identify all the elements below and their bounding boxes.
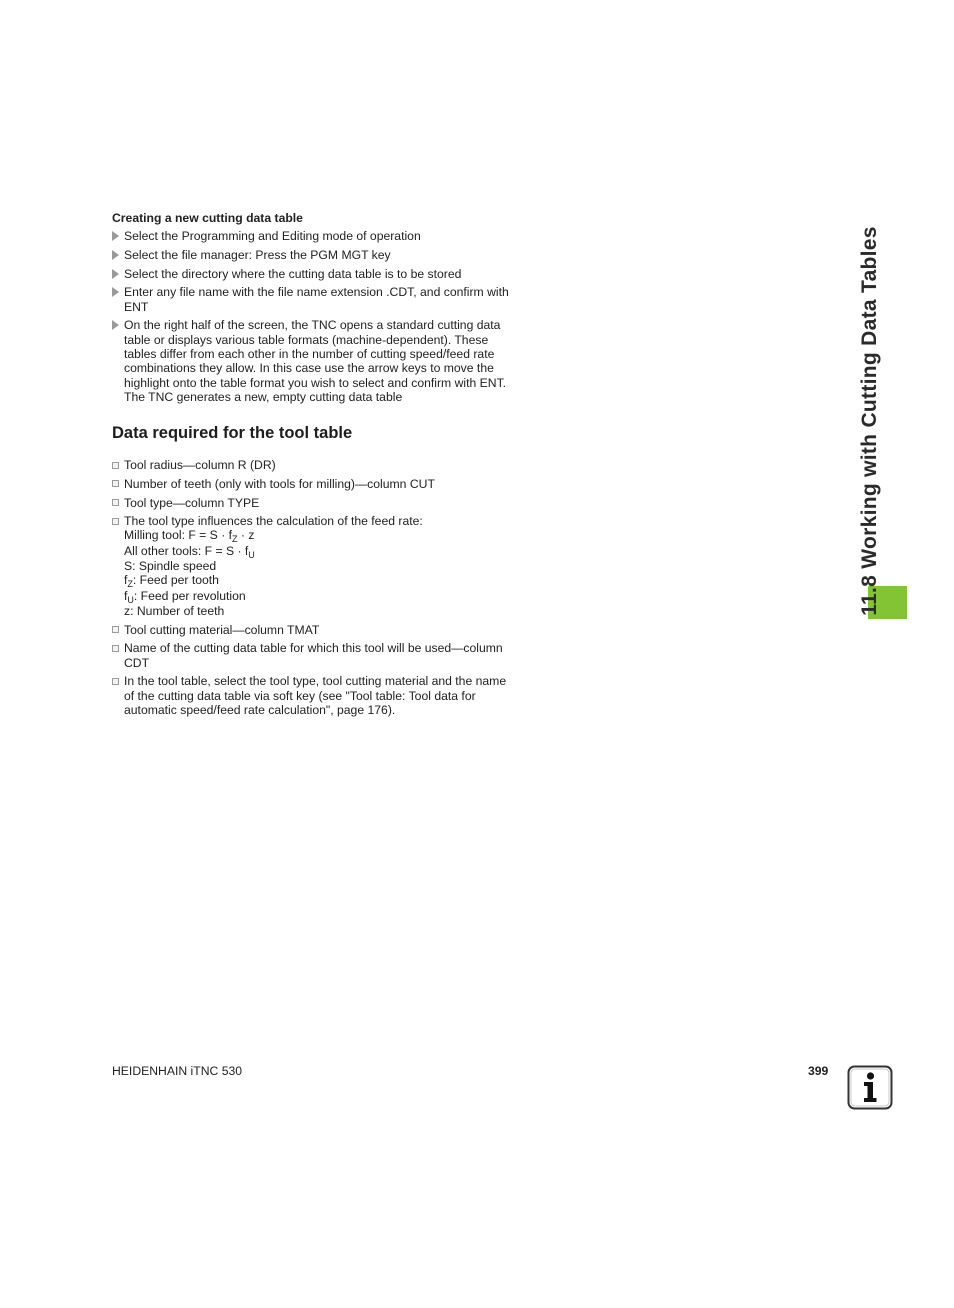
list-item: Tool type—column TYPE <box>112 496 512 510</box>
legend-fz: $f_Z$: Feed per tooth <box>124 573 219 590</box>
list-item: Select the file manager: Press the PGM MGT key <box>112 248 512 262</box>
formula-other: All other tools: $F = S \cdot f_U$ <box>124 543 255 560</box>
square-bullet-icon <box>112 499 119 506</box>
list-item: Tool radius—column R (DR) <box>112 458 512 472</box>
legend-spindle: S: Spindle speed <box>124 559 217 574</box>
legend-z: z: Number of teeth <box>124 603 225 618</box>
page-number: 399 <box>808 1064 829 1078</box>
list-item: Select the Programming and Editing mode of operation <box>112 229 512 243</box>
square-bullet-icon <box>112 462 119 469</box>
main-content <box>112 211 512 722</box>
square-bullet-icon <box>112 626 119 633</box>
formula-milling: Milling tool: $F = S \cdot f_Z \cdot z$ <box>124 528 255 545</box>
procedure-title: Creating a new cutting data table <box>112 211 303 225</box>
section-heading: Data required for the tool table <box>112 424 353 443</box>
square-bullet-icon <box>112 480 119 487</box>
feed-intro: The tool type influences the calculation of the feed rate: <box>124 514 423 529</box>
procedure-steps <box>112 229 512 404</box>
list-item: On the right half of the screen, the TNC opens a standard cutting data table or displays various table formats (machine-dependent). These tables differ from each other in the number of cutting speed/feed rate combinations they allow. In this case use the arrow keys to move the highlight onto the table format you wish to select and confirm with ENT. The TNC generates a new, empty cutting data table <box>112 318 512 404</box>
info-icon <box>847 1065 893 1110</box>
arrow-bullet-icon <box>112 250 119 260</box>
list-item: Name of the cutting data table for which this tool will be used—column CDT <box>112 641 512 670</box>
list-item: Enter any file name with the file name extension .CDT, and confirm with ENT <box>112 285 512 314</box>
arrow-bullet-icon <box>112 287 119 297</box>
square-bullet-icon <box>112 678 119 685</box>
square-bullet-icon <box>112 518 119 525</box>
list-item: Tool cutting material—column TMAT <box>112 623 512 637</box>
arrow-bullet-icon <box>112 269 119 279</box>
side-chapter-title: 11.8 Working with Cutting Data Tables <box>858 226 881 616</box>
arrow-bullet-icon <box>112 320 119 330</box>
list-item: Number of teeth (only with tools for milling)—column CUT <box>112 477 512 491</box>
tool-data-list <box>112 458 512 717</box>
legend-fu: $f_U$: Feed per revolution <box>124 588 246 605</box>
footer-manual-name: HEIDENHAIN iTNC 530 <box>112 1064 243 1078</box>
square-bullet-icon <box>112 645 119 652</box>
list-item: Select the directory where the cutting data table is to be stored <box>112 267 512 281</box>
list-item: In the tool table, select the tool type, tool cutting material and the name of the cutting data table via soft key (see "Tool table: Tool data for automatic speed/feed rate calculation", page 176). <box>112 674 512 717</box>
list-item <box>112 514 512 618</box>
arrow-bullet-icon <box>112 231 119 241</box>
